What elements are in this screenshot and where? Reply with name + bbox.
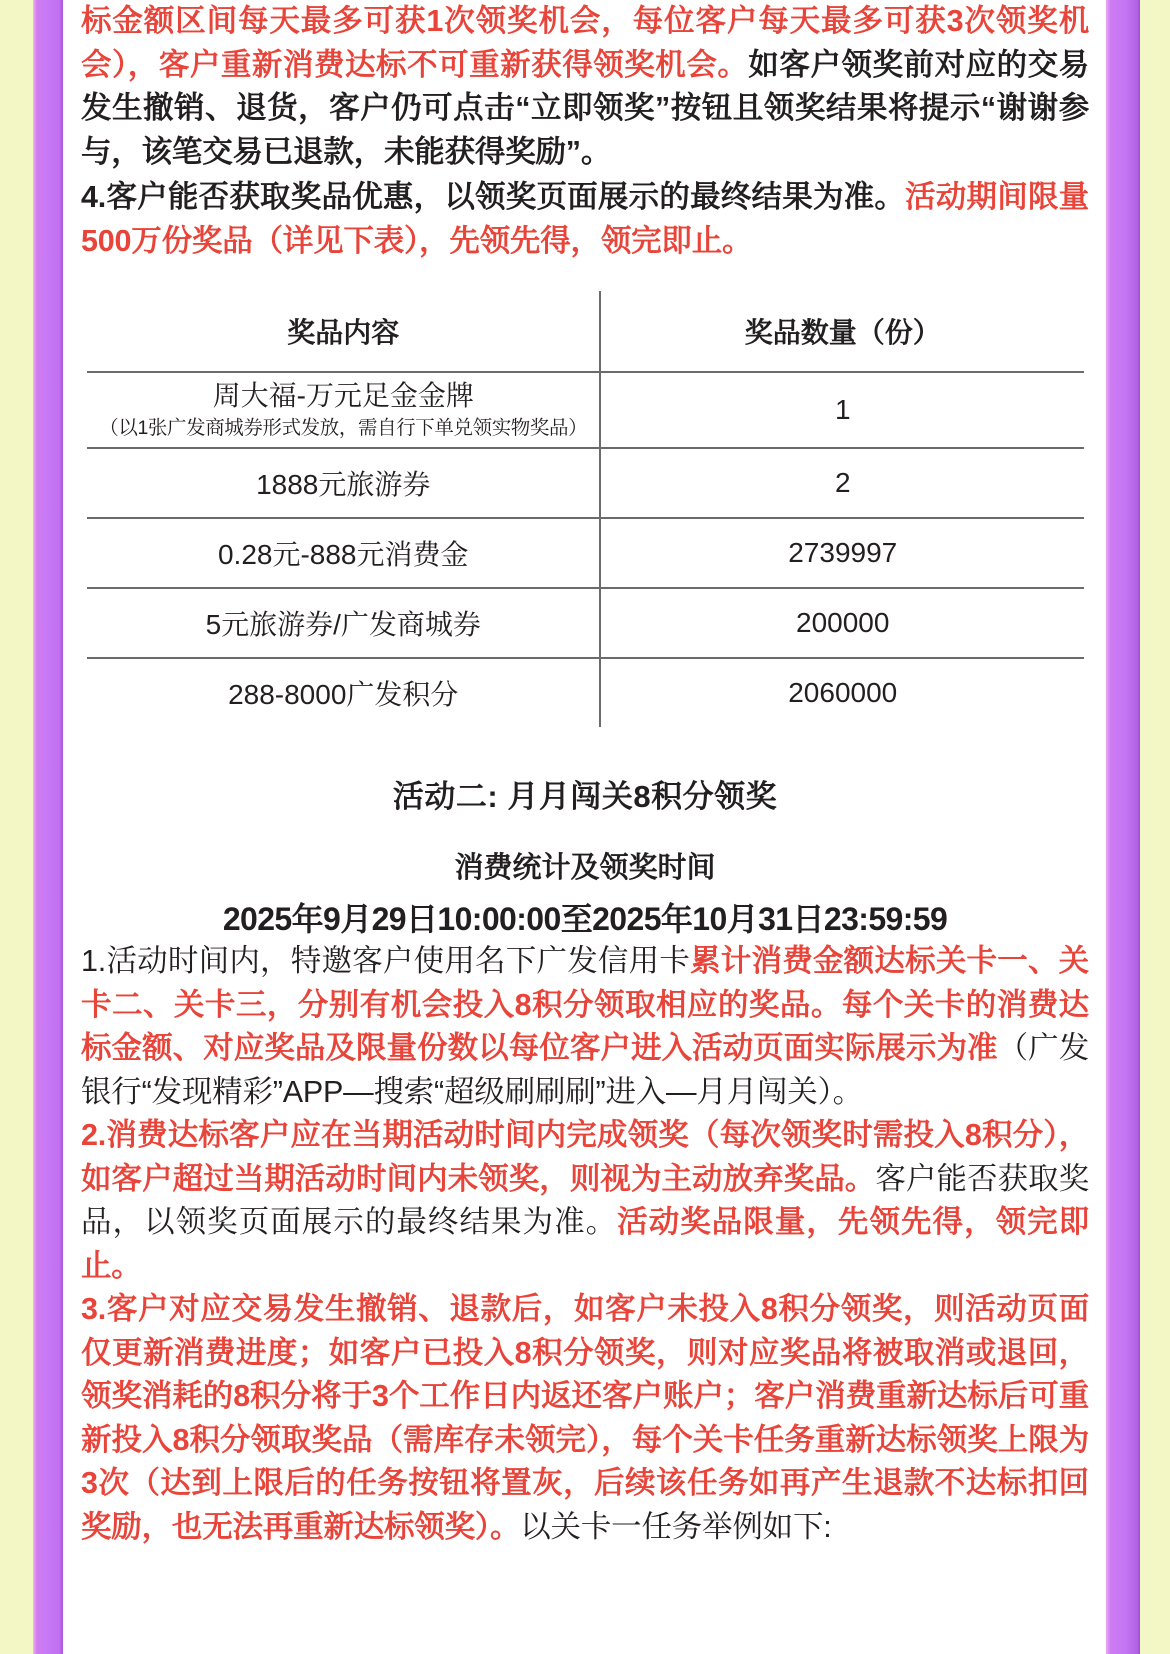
a2-p1-black-tail: （广发银行“发现精彩”APP—搜索“超级刷刷刷”进入—月月闯关）。 [81,1031,1089,1109]
a2-p3-red-part: 3.客户对应交易发生撤销、退款后，如客户未投入8积分领奖，则活动页面仅更新消费进度；如客户已投入8积分领奖，则对应奖品将被取消或退回，领奖消耗的8积分将于3个工作日内返还客户账户；客户消费重新达标后可重新投入8积分领取奖品（需库存未领完），每个关卡任务重新达标领奖上限为3次（达到上限后的任务按钮将置灰，后续该任务如再产生退款不达标扣回奖励，也无法再重新达标领奖）。 [81,1292,1089,1544]
table-cell-prize-content: 288-8000广发积分 [86,658,600,728]
decorative-border-right [1106,0,1140,1654]
prize-table-wrapper [85,289,1086,729]
table-header-row [86,290,1085,372]
page-edge-left-yellow [0,0,33,1654]
table-row [86,372,1085,448]
paragraph-4 [81,176,1089,263]
a2-p2-red-lead: 2.消费达标客户应在当期活动时间内完成领奖（每次领奖时需投入8积分），如客户超过当期活动时间内未领奖，则视为主动放弃奖品。 [81,1118,1089,1196]
table-cell-prize-content: 0.28元-888元消费金 [86,518,600,588]
paragraph-3-red-part: 标金额区间每天最多可获1次领奖机会，每位客户每天最多可获3次领奖机会），客户重新消费达标不可重新获得领奖机会。 [81,4,1089,82]
activity2-title: 活动二: 月月闯关8积分领奖 [392,779,778,814]
a2-p2-black-part: 客户能否获取奖品，以领奖页面展示的最终结果为准。 [81,1161,1089,1239]
page-edge-right-yellow [1140,0,1170,1654]
activity2-date-range: 2025年9月29日10:00:00至2025年10月31日23:59:59 [222,901,948,937]
table-row [86,588,1085,658]
table-cell-prize-quantity: 2 [600,448,1085,518]
a2-p2-red-tail: 活动奖品限量，先领先得，领完即止。 [81,1205,1089,1283]
table-row [86,518,1085,588]
table-cell-prize-content: 5元旅游券/广发商城券 [86,588,600,658]
activity2-paragraph-3 [81,1288,1089,1549]
decorative-border-left [33,0,63,1654]
table-cell-prize-quantity: 2739997 [600,518,1085,588]
activity2-paragraph-1 [81,940,1089,1114]
table-row [86,448,1085,518]
table-cell-prize-content [86,372,600,448]
table-header-prize-quantity: 奖品数量（份） [600,290,1085,372]
a2-p1-red-part: 累计消费金额达标关卡一、关卡二、关卡三，分别有机会投入8积分领取相应的奖品。每个关卡的消费达标金额、对应奖品及限量份数以每位客户进入活动页面实际展示为准 [81,944,1089,1065]
a2-p3-black-tail: 以关卡一任务举例如下: [520,1509,832,1544]
a2-p1-black-lead: 1.活动时间内，特邀客户使用名下广发信用卡 [81,944,691,978]
table-cell-prize-quantity: 1 [600,372,1085,448]
prize-name: 周大福-万元足金金牌 [212,380,474,411]
activity2-paragraph-2 [81,1114,1089,1288]
table-row [86,658,1085,728]
prize-note: （以1张广发商城券形式发放，需自行下单兑领实物奖品） [99,417,588,439]
table-cell-prize-content: 1888元旅游券 [86,448,600,518]
activity2-subtitle: 消费统计及领奖时间 [454,852,716,884]
content-column [63,0,1106,1654]
prize-table [85,289,1086,729]
paragraph-3-black-part: 如客户领奖前对应的交易发生撤销、退货，客户仍可点击“立即领奖”按钮且领奖结果将提示“谢谢参与，该笔交易已退款，未能获得奖励”。 [81,47,1089,169]
content-inner [63,0,1106,1549]
paragraph-3-continued [81,0,1089,174]
table-cell-prize-quantity: 200000 [600,588,1085,658]
table-header-prize-content: 奖品内容 [86,290,600,372]
table-cell-prize-quantity: 2060000 [600,658,1085,728]
paragraph-4-red-part: 活动期间限量500万份奖品（详见下表），先领先得，领完即止。 [81,180,1089,258]
paragraph-4-black-part: 4.客户能否获取奖品优惠，以领奖页面展示的最终结果为准。 [81,180,906,214]
